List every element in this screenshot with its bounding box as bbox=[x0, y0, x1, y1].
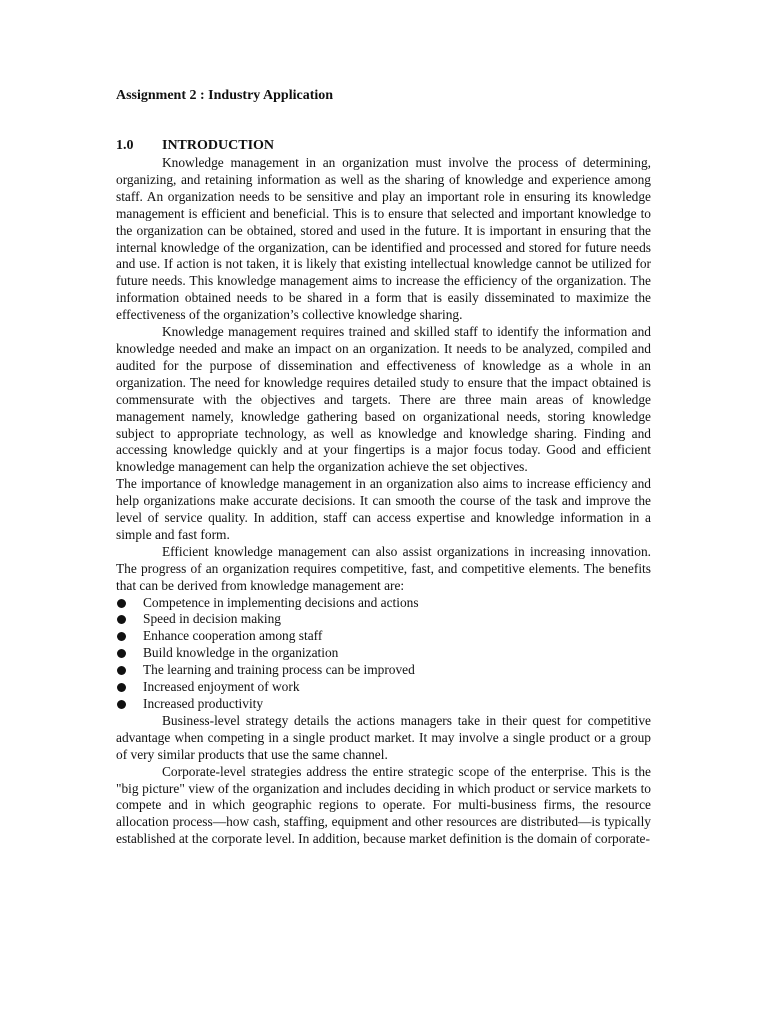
list-item: Build knowledge in the organization bbox=[116, 645, 651, 662]
paragraph: The importance of knowledge management in an organization also aims to increase efficiency and help organizations make accurate decisions. It can smooth the course of the task and improve the level of service quality. In addition, staff can access expertise and knowledge information in a simple and fast form. bbox=[116, 476, 651, 542]
paragraph: Efficient knowledge management can also assist organizations in increasing innovation. The progress of an organization requires competitive, fast, and competitive elements. The benefits that can be derived from knowledge management are: bbox=[116, 543, 651, 593]
paragraph: Knowledge management requires trained and skilled staff to identify the information and knowledge needed and make an impact on an organization. It needs to be analyzed, compiled and audited for the purpose of dissemination and effectiveness of knowledge as a whole in an organization. The need for knowledge requires detailed study to ensure that the impact obtained is commensurate with the objectives and targets. There are three main areas of knowledge management namely, knowledge gathering based on organizational needs, storing knowledge subject to appropriate technology, as well as knowledge and knowledge sharing. Finding and accessing knowledge quickly and at your fingertips is a major focus today. Good and efficient knowledge management can help the organization achieve the set objectives. bbox=[116, 324, 651, 475]
document-title: Assignment 2 : Industry Application bbox=[116, 88, 334, 103]
document-body bbox=[116, 155, 651, 848]
section-number: 1.0 bbox=[116, 138, 134, 153]
list-item: Competence in implementing decisions and actions bbox=[116, 595, 651, 612]
paragraph: Corporate-level strategies address the entire strategic scope of the enterprise. This is the "big picture" view of the organization and includes deciding in which product or service markets to compete and in which geographic regions to operate. For multi-business firms, the resource allocation process—how cash, staffing, equipment and other resources are distributed—is typically established at the corporate level. In addition, because market definition is the domain of corporate- bbox=[116, 763, 651, 847]
list-item: Increased enjoyment of work bbox=[116, 679, 651, 696]
section-title: INTRODUCTION bbox=[162, 138, 275, 153]
section-heading bbox=[116, 138, 274, 154]
paragraph: Knowledge management in an organization must involve the process of determining, organizing, and retaining information as well as the sharing of knowledge and experience among staff. An organization needs to be sensitive and play an important role in ensuring its knowledge management is efficient and beneficial. This is to ensure that selected and important knowledge to the organization can be obtained, stored and used in the future. It is important in ensuring that the internal knowledge of the organization, can be identified and processed and stored for future needs and use. If action is not taken, it is likely that existing intellectual knowledge cannot be utilized for future needs. This knowledge management aims to increase the efficiency of the organization. The information obtained needs to be shared in a form that is easily disseminated to maximize the effectiveness of the organization’s collective knowledge sharing. bbox=[116, 155, 651, 323]
list-item: The learning and training process can be improved bbox=[116, 662, 651, 679]
list-item: Speed in decision making bbox=[116, 611, 651, 628]
paragraph: Business-level strategy details the actions managers take in their quest for competitive advantage when competing in a single product market. It may involve a single product or a group of very similar products that use the same channel. bbox=[116, 712, 651, 762]
list-item: Enhance cooperation among staff bbox=[116, 628, 651, 645]
list-item: Increased productivity bbox=[116, 696, 651, 713]
benefits-list bbox=[116, 595, 651, 713]
